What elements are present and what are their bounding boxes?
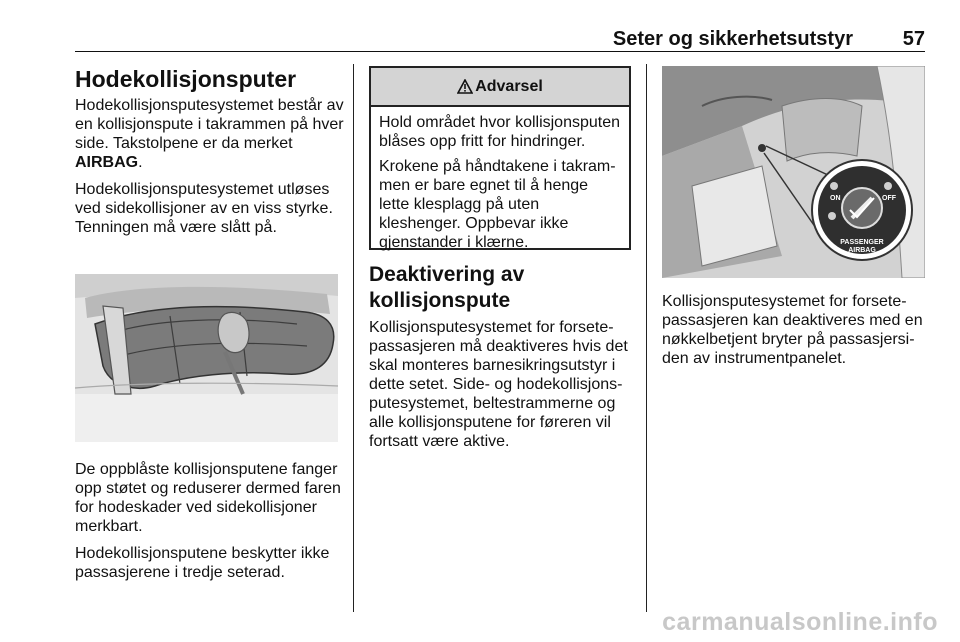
column-2 [369, 262, 634, 459]
warning-title: Advarsel [475, 77, 543, 95]
paragraph-deactivation: Kollisjonsputesystemet for forsete-passasjeren må deaktiveres hvis det skal monteres barnesikringsutstyr i dette setet. Side- og hodekollisjons-putesystemet, beltestrammerne og alle kollisjonsputene for føreren vil fortsatt være aktive. [369, 319, 628, 450]
watermark: carmanualsonline.info [662, 608, 938, 636]
switch-label-on: ON [830, 195, 841, 202]
section-heading-head-airbags: Hodekollisjonsputer [75, 66, 297, 92]
column-divider-right [646, 64, 647, 612]
section-heading-deactivation: Deaktivering av kollisjonspute [369, 263, 525, 312]
warning-triangle-icon [457, 79, 473, 94]
warning-header [371, 68, 629, 107]
paragraph-system-description: Hodekollisjonsputesystemet består av en kollisjonspute i takrammen på hver side. Takstolpene er da merket AIRBAG. [75, 97, 344, 171]
paragraph-key-switch: Kollisjonsputesystemet for forsete-passasjeren kan deaktiveres med en nøkkelbetjent bryter på passasjersi-den av instrumentpanelet. [662, 293, 923, 367]
airbag-switch-drawing [662, 66, 925, 278]
warning-box [369, 66, 631, 250]
page-number: 57 [902, 28, 925, 50]
column-3 [662, 292, 927, 376]
column-1-lower [75, 460, 347, 590]
switch-label-off: OFF [882, 195, 896, 202]
warning-body [371, 107, 629, 252]
airbag-marking: AIRBAG [75, 154, 139, 171]
warning-paragraph-2: Krokene på håndtakene i takram-men er bare egnet til å henge lette klesplagg på uten kleshenger. Oppbevar ikke gjenstander i klærne. [379, 158, 616, 251]
curtain-airbag-illustration [75, 236, 338, 442]
paragraph-inflated-airbags: De oppblåste kollisjonsputene fanger opp støtet og reduserer dermed faren for hodeskader ved sidekollisjoner merkbart. [75, 461, 341, 535]
column-divider-left [353, 64, 354, 612]
column-1 [75, 66, 347, 245]
paragraph-third-row: Hodekollisjonsputene beskytter ikke passasjerene i tredje seterad. [75, 545, 330, 581]
curtain-airbag-drawing [75, 236, 338, 442]
warning-paragraph-1: Hold området hvor kollisjonsputen blåses opp fritt for hindringer. [379, 114, 621, 150]
switch-label-passenger: PASSENGER [840, 239, 884, 246]
header-title: Seter og sikkerhetsutstyr [612, 28, 853, 50]
header-rule [75, 51, 925, 52]
paragraph-activation: Hodekollisjonsputesystemet utløses ved sidekollisjoner av en viss styrke. Tenningen må være slått på. [75, 181, 333, 236]
airbag-switch-illustration [662, 66, 925, 278]
page-header [75, 28, 925, 52]
switch-label-airbag: AIRBAG [848, 247, 876, 254]
